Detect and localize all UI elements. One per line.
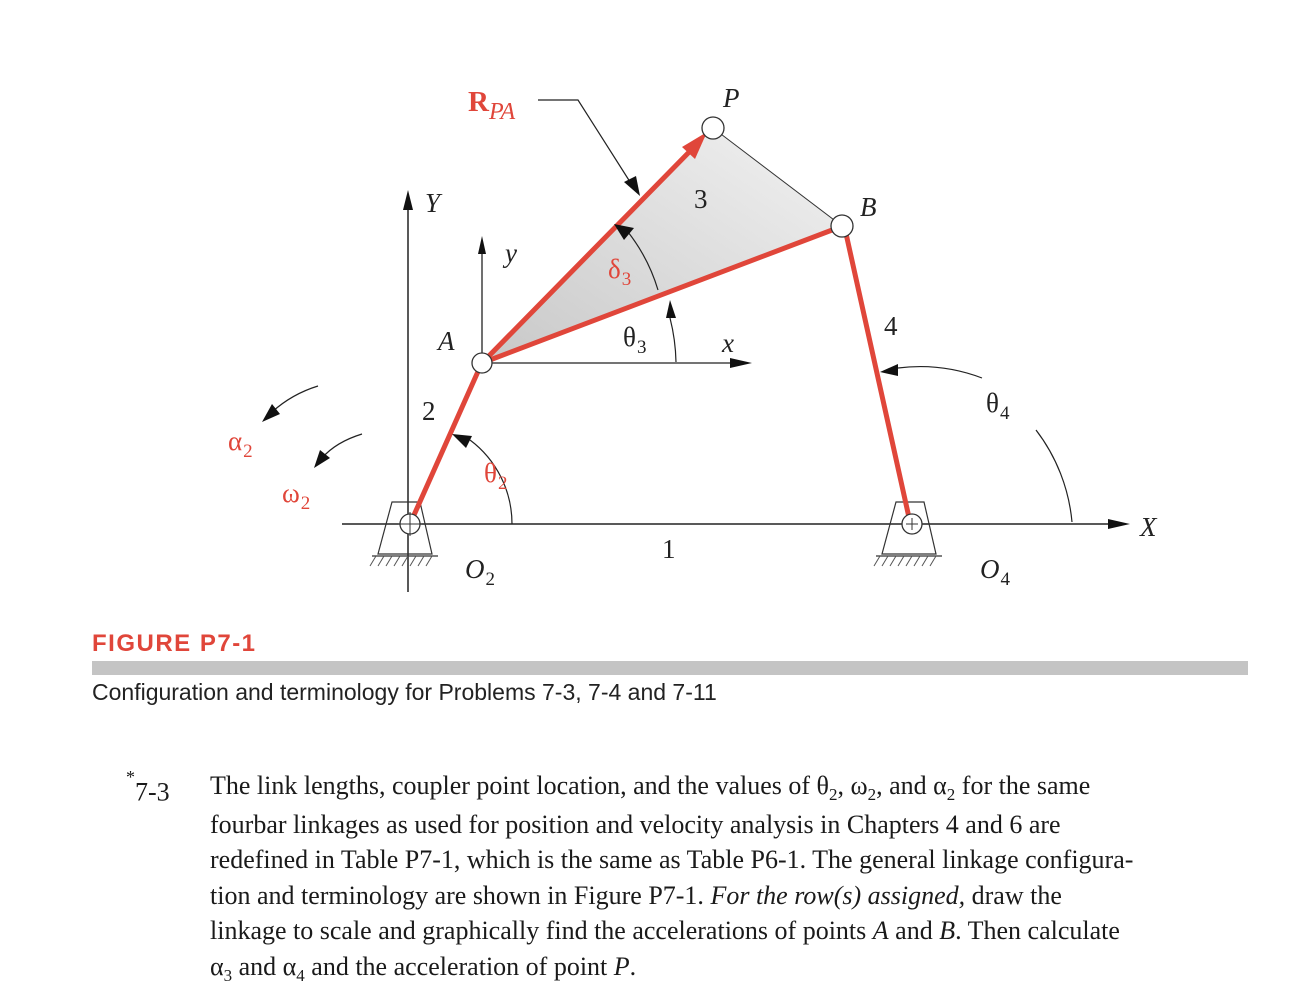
problem-number: *7-3 [126, 767, 170, 807]
label-theta4: $\theta_4$ [986, 388, 1010, 424]
label-local-x: x [722, 328, 734, 358]
label-o2: $O_2$ [465, 554, 495, 590]
label-a: A [438, 326, 455, 356]
joint-a [472, 353, 492, 373]
alpha2-arrowhead [262, 404, 280, 422]
problem-line-3: redefined in Table P7-1, which is the same as Table P6-1. The general linkage configura- [210, 845, 1134, 874]
theta3-arrowhead [666, 300, 676, 318]
problem-line-2: fourbar linkages as used for position and velocity analysis in Chapters 4 and 6 are [210, 809, 1061, 839]
problem-line-5: linkage to scale and graphically find the accelerations of points A and B. Then calculate [210, 916, 1120, 945]
problem-line-6: $\alpha_3$ and $\alpha_4$ and the acceleration of point P. [210, 951, 637, 985]
label-link-1: 1 [662, 534, 676, 564]
alpha2-arc [272, 386, 318, 412]
label-theta3: $\theta_3$ [623, 322, 647, 358]
theta4-arc-top [898, 367, 982, 378]
caption-rule [92, 661, 1248, 675]
label-link-2: 2 [422, 396, 436, 426]
label-omega2: $\omega_2$ [282, 478, 311, 514]
label-link-3: 3 [694, 184, 708, 214]
label-alpha2: $\alpha_2$ [228, 426, 253, 462]
theta2-arrowhead [452, 434, 472, 448]
problem-line-1: The link lengths, coupler point location, and the values of $\theta_2$, $\omega_2$, and $\alpha_2$ for the same [210, 771, 1091, 804]
label-rpa: $R_{PA}$ [468, 86, 516, 125]
label-p: P [723, 83, 740, 113]
rpa-leader-arrowhead [624, 176, 640, 196]
label-delta3: $\delta_3$ [608, 254, 632, 290]
problem-body [210, 768, 1230, 987]
link-2 [410, 367, 480, 524]
local-x-arrowhead [730, 358, 752, 368]
label-link-4: 4 [884, 311, 898, 341]
label-x-axis: X [1140, 512, 1157, 542]
theta4-arc [1036, 430, 1072, 522]
omega2-arc [322, 434, 362, 458]
point-p [702, 117, 724, 139]
x-axis-arrowhead [1108, 519, 1130, 529]
figure-title: FIGURE P7-1 [92, 630, 257, 657]
label-theta2: $\theta_2$ [484, 458, 508, 494]
label-y-axis: Y [425, 188, 441, 218]
problem-line-4: tion and terminology are shown in Figure P7-1. For the row(s) assigned, draw the [210, 880, 1062, 910]
link-4 [845, 229, 910, 522]
theta3-arc [670, 318, 676, 362]
theta4-arrowhead [880, 364, 898, 376]
local-y-arrowhead [478, 236, 486, 254]
y-axis-arrowhead [403, 190, 413, 210]
label-local-y: y [505, 238, 517, 268]
label-o4: $O_4$ [980, 554, 1010, 590]
figure-caption: Configuration and terminology for Problems 7-3, 7-4 and 7-11 [92, 679, 717, 705]
ground-pivot-o2 [370, 502, 438, 566]
rpa-leader [538, 100, 632, 185]
label-b: B [860, 192, 877, 222]
joint-b [831, 215, 853, 237]
